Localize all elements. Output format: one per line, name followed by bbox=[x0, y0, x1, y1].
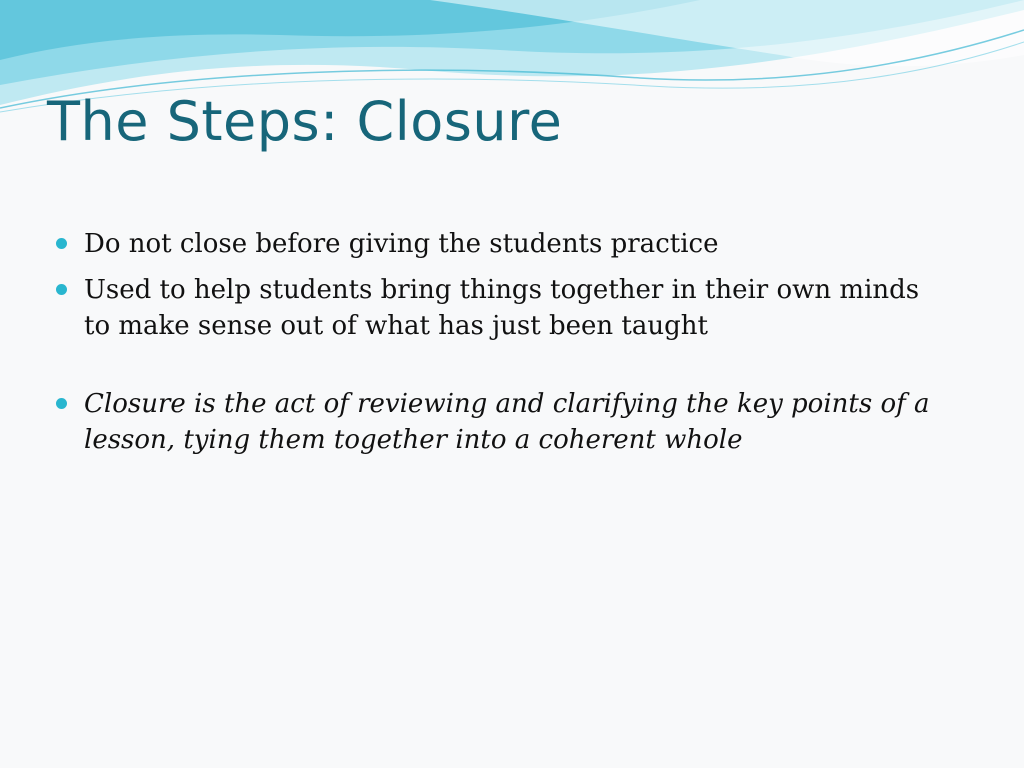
bullet-item bbox=[52, 272, 952, 344]
bullet-text: Do not close before giving the students practice bbox=[84, 229, 719, 259]
bullet-item bbox=[52, 226, 952, 262]
bullet-list bbox=[52, 226, 952, 468]
bullet-dot-icon bbox=[56, 284, 67, 295]
bullet-dot-icon bbox=[56, 238, 67, 249]
bullet-dot-icon bbox=[56, 398, 67, 409]
bullet-item bbox=[52, 386, 952, 458]
bullet-text-italic: Closure is the act of reviewing and clarifying the key points of a lesson, tying them together into a coherent whole bbox=[84, 389, 930, 455]
bullet-text: Used to help students bring things together in their own minds to make sense out of what has just been taught bbox=[84, 275, 920, 341]
slide-title: The Steps: Closure bbox=[47, 90, 563, 153]
